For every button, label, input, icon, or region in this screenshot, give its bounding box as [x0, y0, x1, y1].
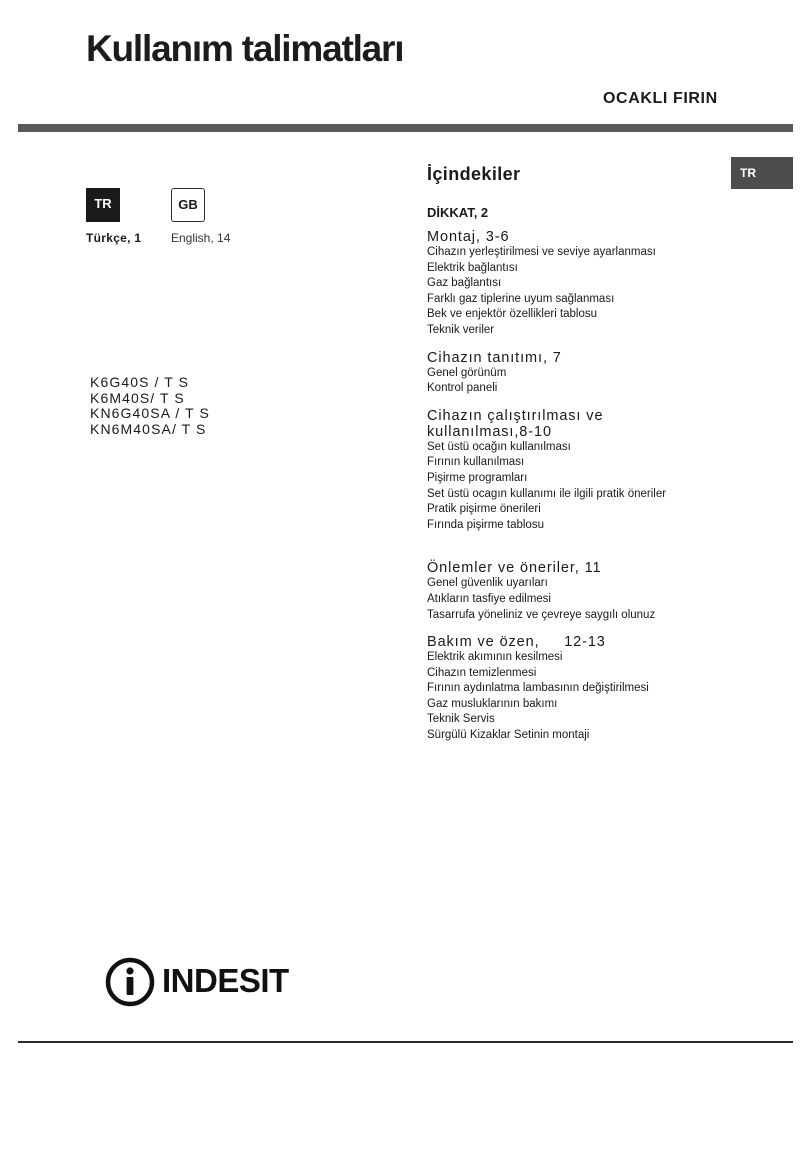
toc-item[interactable]: Farklı gaz tiplerine uyum sağlanması	[427, 292, 615, 305]
toc-item[interactable]: Gaz musluklarının bakımı	[427, 697, 558, 710]
toc-item[interactable]: Atıkların tasfiye edilmesi	[427, 592, 551, 605]
toc-item[interactable]: Set üstü ocağın kullanılması	[427, 440, 571, 453]
product-type: OCAKLI FIRIN	[603, 90, 718, 107]
document-title: Kullanım talimatları	[86, 28, 404, 69]
toc-section-montaj	[427, 229, 747, 339]
model-name: KN6G40SA / T S	[90, 405, 210, 421]
toc-section-title[interactable]: Montaj, 3-6	[427, 229, 510, 245]
toc-item[interactable]: Pratik pişirme önerileri	[427, 503, 541, 516]
toc-section-onlemler	[427, 560, 747, 623]
header-rule	[18, 124, 793, 132]
toc-section-title[interactable]: Bakım ve özen, 12-13	[427, 634, 606, 651]
toc-item[interactable]: Kontrol paneli	[427, 382, 498, 395]
toc-section-bakim	[427, 634, 747, 744]
toc-item[interactable]: Set üstü ocagın kullanımı ile ilgili pratik öneriler	[427, 487, 667, 500]
toc-heading: İçindekiler	[427, 164, 521, 184]
toc-warning-entry[interactable]: DİKKAT, 2	[427, 205, 489, 220]
toc-item[interactable]: Cihazın temizlenmesi	[427, 666, 537, 679]
model-name: K6M40S/ T S	[90, 389, 185, 406]
toc-item[interactable]: Gaz bağlantısı	[427, 277, 502, 290]
toc-section-title[interactable]: Cihazın tanıtımı, 7	[427, 349, 562, 366]
toc-item[interactable]: Fırında pişirme tablosu	[427, 518, 544, 531]
toc-item[interactable]: Genel görünüm	[427, 366, 507, 379]
toc-item[interactable]: Pişirme programları	[427, 471, 528, 484]
toc-section-tanitim	[427, 350, 747, 397]
model-name: K6G40S / T S	[90, 374, 190, 390]
toc-item[interactable]: Fırının aydınlatma lambasının değiştirilmesi	[427, 682, 649, 695]
toc-item[interactable]: Teknik veriler	[427, 323, 495, 336]
toc-item[interactable]: Genel güvenlik uyarıları	[427, 577, 548, 590]
toc-item[interactable]: Bek ve enjektör özellikleri tablosu	[427, 308, 598, 321]
table-of-contents	[427, 164, 747, 744]
brand-logo	[104, 956, 304, 1012]
toc-section-calistirma	[427, 408, 747, 534]
toc-section-title[interactable]: Cihazın çalıştırılması ve	[427, 407, 604, 424]
side-language-tab[interactable]: TR	[731, 157, 793, 189]
toc-item[interactable]: Elektrik akımının kesilmesi	[427, 651, 563, 664]
toc-section-title[interactable]: Önlemler ve öneriler, 11	[427, 560, 602, 577]
toc-item[interactable]: Fırının kullanılması	[427, 456, 525, 469]
toc-section-title-line2[interactable]: kullanılması,8-10	[427, 423, 552, 440]
model-list	[90, 375, 210, 437]
language-gb-box[interactable]: GB	[171, 188, 205, 222]
toc-item[interactable]: Cihazın yerleştirilmesi ve seviye ayarlanması	[427, 246, 656, 258]
indesit-i-logo-icon	[104, 956, 156, 1008]
footer-rule	[18, 1041, 793, 1043]
toc-item[interactable]: Tasarrufa yöneliniz ve çevreye saygılı olunuz	[427, 608, 656, 621]
model-name: KN6M40SA/ T S	[90, 420, 207, 437]
language-gb-caption[interactable]: English, 14	[171, 231, 231, 245]
toc-item[interactable]: Teknik Servis	[427, 713, 495, 726]
language-tr-box[interactable]: TR	[86, 188, 120, 222]
language-tr-caption[interactable]: Türkçe, 1	[86, 231, 142, 245]
logo-wordmark: INDESIT	[162, 962, 289, 999]
toc-item[interactable]: Elektrik bağlantısı	[427, 261, 518, 274]
toc-item[interactable]: Sürgülü Kizaklar Setinin montaji	[427, 729, 590, 742]
